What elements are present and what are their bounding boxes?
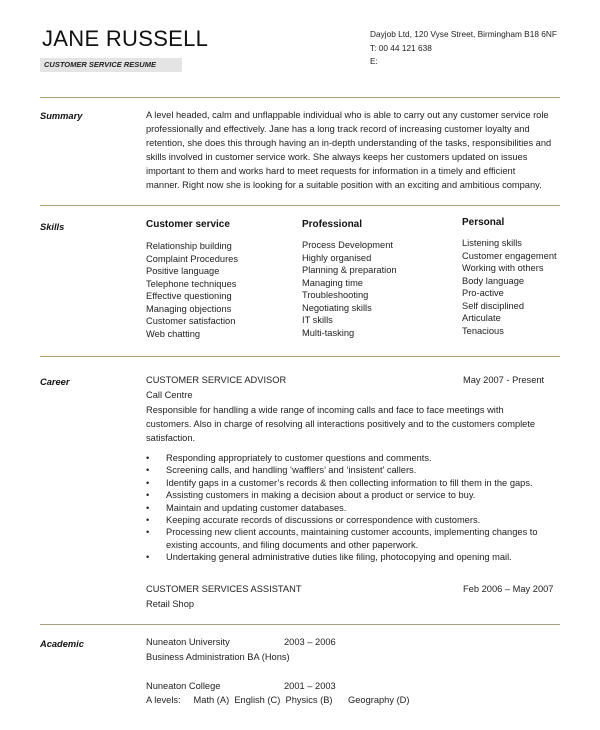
duty-text: existing accounts, and filing documents and other paperwork. <box>166 539 419 550</box>
skill-item: Working with others <box>462 263 544 273</box>
skill-item: Listening skills <box>462 238 522 248</box>
skill-item: Highly organised <box>302 252 372 263</box>
divider <box>40 356 560 357</box>
job-description-line: satisfaction. <box>146 433 196 443</box>
university-name: Nuneaton University <box>146 637 230 647</box>
summary-line: important to them and works hard to meet requests for information in a timely and efficient <box>146 166 516 176</box>
section-label-summary: Summary <box>40 111 83 121</box>
skill-item: Articulate <box>462 313 501 323</box>
skills-column-personal <box>462 217 557 337</box>
duty-item <box>146 464 558 476</box>
a-level-results: A levels: Math (A) English (C) Physics (B) Geography (D) <box>146 695 410 705</box>
section-label-academic: Academic <box>40 639 84 649</box>
skills-column-title: Personal <box>462 217 505 228</box>
divider <box>40 205 560 206</box>
duty-text: Identify gaps in a customer’s records & then collecting information to fill them in the gaps. <box>166 477 533 488</box>
skill-item: Self disciplined <box>462 300 525 311</box>
job-dates: May 2007 - Present <box>463 375 545 385</box>
summary-line: A level headed, calm and unflappable individual who is able to carry out any customer service role <box>146 110 549 120</box>
bullet-icon: • <box>146 477 150 488</box>
bullet-icon: • <box>146 465 150 476</box>
skill-item: Relationship building <box>146 241 232 251</box>
skill-item: Positive language <box>146 266 220 276</box>
bullet-icon: • <box>146 453 150 463</box>
skill-item: Telephone techniques <box>146 278 237 289</box>
email: E: <box>370 56 378 66</box>
summary-line: skills involved in customer service work. She always keeps her customers updated on issues <box>146 152 528 162</box>
duty-text: Processing new client accounts, maintaining customer accounts, implementing changes to <box>166 527 538 538</box>
university-course: Business Administration BA (Hons) <box>146 652 290 662</box>
bullet-icon: • <box>146 552 150 563</box>
resume-subtitle: CUSTOMER SERVICE RESUME <box>40 58 182 72</box>
duty-item-continuation <box>146 539 558 551</box>
summary-line: manner. Right now she is looking for a suitable position with an exciting and ambitious company. <box>146 180 542 190</box>
skills-list <box>146 240 238 340</box>
duty-text: Undertaking general administrative duties like filing, photocopying and opening mail. <box>166 552 512 563</box>
divider <box>40 624 560 625</box>
duty-item <box>146 514 558 526</box>
skill-item: Managing time <box>302 277 363 288</box>
university-dates: 2003 – 2006 <box>284 637 336 647</box>
skill-item: Customer engagement <box>462 250 557 261</box>
duty-item <box>146 526 558 538</box>
duty-item <box>146 489 558 501</box>
skill-item: Body language <box>462 275 525 286</box>
skills-column-professional <box>302 219 397 339</box>
bullet-icon: • <box>146 502 150 513</box>
job-company: Retail Shop <box>146 599 195 609</box>
skills-column-title: Professional <box>302 219 363 230</box>
duty-item <box>146 551 558 563</box>
skill-item: Tenacious <box>462 325 504 336</box>
duty-text: Keeping accurate records of discussions or correspondence with customers. <box>166 515 481 526</box>
skill-item: Customer satisfaction <box>146 316 236 326</box>
job-description-line: customers. Also in charge of resolving all interactions positively and to the customers complete <box>146 419 536 429</box>
skill-item: Negotiating skills <box>302 302 372 313</box>
skills-column-title: Customer service <box>146 219 230 230</box>
skill-item: Effective questioning <box>146 291 232 301</box>
job-description-line: Responsible for handling a wide range of incoming calls and face to face meetings with <box>146 405 504 415</box>
job-title: CUSTOMER SERVICES ASSISTANT <box>146 584 302 594</box>
skill-item: Web chatting <box>146 328 201 339</box>
skill-item: Planning & preparation <box>302 265 397 275</box>
college-dates: 2001 – 2003 <box>284 681 336 691</box>
phone: T: 00 44 121 638 <box>370 42 432 53</box>
section-label-skills: Skills <box>40 222 65 232</box>
job-duties <box>146 452 558 564</box>
duty-item <box>146 502 558 514</box>
duty-item <box>146 477 558 489</box>
duty-text: Responding appropriately to customer questions and comments. <box>166 453 432 463</box>
duty-text: Assisting customers in making a decision about a product or service to buy. <box>166 490 476 501</box>
divider <box>40 97 560 98</box>
duty-text: Screening calls, and handling ‘wafflers’ and ‘insistent’ callers. <box>166 465 417 476</box>
skill-item: Process Development <box>302 240 393 250</box>
job-company: Call Centre <box>146 390 193 400</box>
duty-text: Maintain and updating customer databases. <box>166 502 347 513</box>
skill-item: Troubleshooting <box>302 290 369 300</box>
skill-item: Pro-active <box>462 288 504 298</box>
skill-item: Managing objections <box>146 303 232 314</box>
section-label-career: Career <box>40 377 70 387</box>
summary-line: retention, she does this through having an in-depth understanding of the tasks, responsibilities and <box>146 138 552 148</box>
bullet-icon: • <box>146 527 150 538</box>
summary-line: professionally and effectively. Jane has a long track record of increasing customer loyalty and <box>146 124 530 134</box>
skill-item: Complaint Procedures <box>146 253 238 264</box>
summary-text <box>146 108 558 192</box>
job-dates: Feb 2006 – May 2007 <box>463 584 554 594</box>
skills-list <box>302 239 397 339</box>
skills-list <box>462 237 557 337</box>
college-name: Nuneaton College <box>146 681 221 691</box>
skill-item: Multi-tasking <box>302 327 355 338</box>
duty-item <box>146 452 558 464</box>
candidate-name: JANE RUSSELL <box>42 26 209 51</box>
skills-column-customer-service <box>146 219 238 340</box>
contact-block <box>370 28 557 69</box>
bullet-icon: • <box>146 515 150 526</box>
address: Dayjob Ltd, 120 Vyse Street, Birmingham B18 6NF <box>370 29 557 39</box>
bullet-icon: • <box>146 490 150 501</box>
job-title: CUSTOMER SERVICE ADVISOR <box>146 375 287 385</box>
skill-item: IT skills <box>302 315 333 325</box>
job-description <box>146 403 558 445</box>
duty-list <box>146 452 558 564</box>
